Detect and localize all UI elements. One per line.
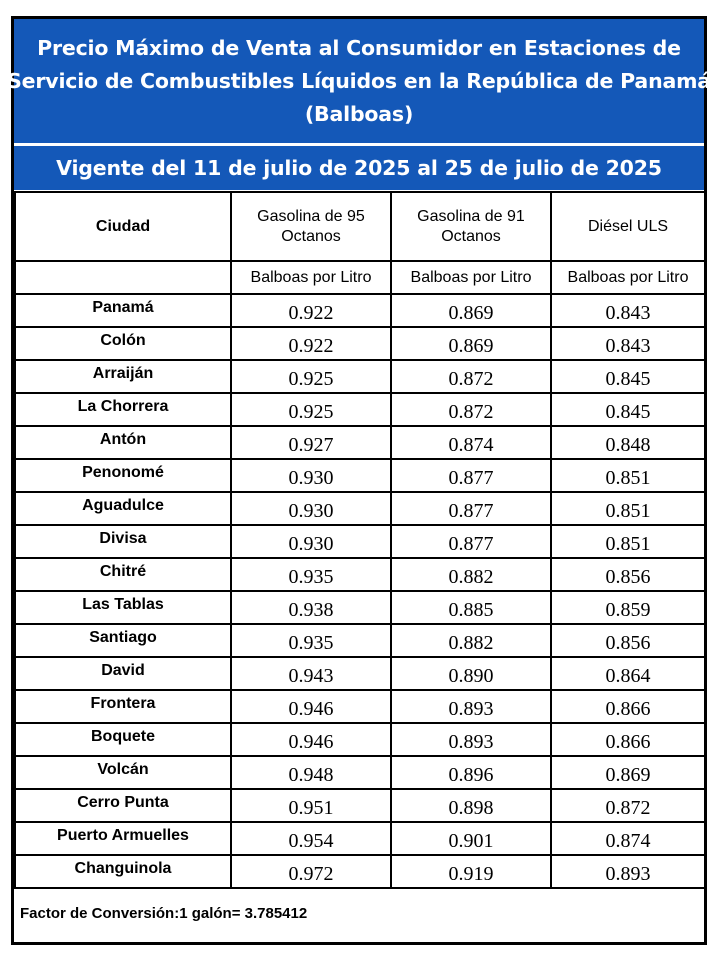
row-city: La Chorrera <box>15 393 231 426</box>
price-gas91: 0.877 <box>391 459 551 492</box>
row-city: Divisa <box>15 525 231 558</box>
column-header-gas95-line2: Octanos <box>281 227 341 245</box>
units-diesel: Balboas por Litro <box>551 261 705 294</box>
row-city: Chitré <box>15 558 231 591</box>
price-sheet <box>7 16 711 945</box>
price-gas95: 0.951 <box>231 789 391 822</box>
price-diesel: 0.859 <box>551 591 705 624</box>
table-row <box>15 393 705 426</box>
price-gas91: 0.898 <box>391 789 551 822</box>
price-diesel: 0.845 <box>551 360 705 393</box>
price-diesel: 0.864 <box>551 657 705 690</box>
column-header-gas91 <box>391 192 551 261</box>
column-header-gas91-line2: Octanos <box>441 227 501 245</box>
row-city: Volcán <box>15 756 231 789</box>
row-city: Colón <box>15 327 231 360</box>
title-line-3: (Balboas) <box>304 101 414 126</box>
table-row <box>15 690 705 723</box>
price-diesel: 0.845 <box>551 393 705 426</box>
price-gas91: 0.890 <box>391 657 551 690</box>
validity-text: Vigente del 11 de julio de 2025 al 25 de julio de 2025 <box>56 156 662 180</box>
units-row <box>15 261 705 294</box>
table-row <box>15 591 705 624</box>
column-header-row <box>15 192 705 261</box>
row-city: Penonomé <box>15 459 231 492</box>
price-gas91: 0.872 <box>391 393 551 426</box>
price-gas91: 0.877 <box>391 525 551 558</box>
row-city: David <box>15 657 231 690</box>
column-header-diesel <box>551 192 705 261</box>
price-gas95: 0.930 <box>231 492 391 525</box>
column-header-gas95 <box>231 192 391 261</box>
row-city: Cerro Punta <box>15 789 231 822</box>
table-row <box>15 723 705 756</box>
price-gas91: 0.872 <box>391 360 551 393</box>
price-gas95: 0.922 <box>231 327 391 360</box>
price-gas95: 0.930 <box>231 459 391 492</box>
units-city-blank <box>15 261 231 294</box>
price-diesel: 0.856 <box>551 558 705 591</box>
table-row <box>15 459 705 492</box>
price-gas95: 0.943 <box>231 657 391 690</box>
price-diesel: 0.851 <box>551 525 705 558</box>
price-gas95: 0.930 <box>231 525 391 558</box>
price-diesel: 0.843 <box>551 327 705 360</box>
price-gas91: 0.885 <box>391 591 551 624</box>
column-header-diesel-label: Diésel ULS <box>587 217 669 235</box>
row-city: Panamá <box>15 294 231 327</box>
price-diesel: 0.851 <box>551 492 705 525</box>
row-city: Frontera <box>15 690 231 723</box>
table-row <box>15 822 705 855</box>
row-city: Changuinola <box>15 855 231 888</box>
price-diesel: 0.843 <box>551 294 705 327</box>
price-gas91: 0.882 <box>391 558 551 591</box>
table-row <box>15 789 705 822</box>
units-gas95: Balboas por Litro <box>231 261 391 294</box>
price-gas91: 0.882 <box>391 624 551 657</box>
table-row <box>15 294 705 327</box>
column-header-city-label: Ciudad <box>95 217 151 235</box>
table-row <box>15 360 705 393</box>
title-block <box>7 19 711 143</box>
price-diesel: 0.856 <box>551 624 705 657</box>
column-header-gas95-line1: Gasolina de 95 <box>257 207 365 225</box>
units-gas91: Balboas por Litro <box>391 261 551 294</box>
title-line-2: Servicio de Combustibles Líquidos en la República de Panamá <box>7 68 711 93</box>
table-row <box>15 756 705 789</box>
price-gas95: 0.935 <box>231 624 391 657</box>
price-gas91: 0.874 <box>391 426 551 459</box>
price-gas91: 0.919 <box>391 855 551 888</box>
price-diesel: 0.872 <box>551 789 705 822</box>
price-table-body <box>15 294 705 888</box>
table-row <box>15 624 705 657</box>
table-row <box>15 426 705 459</box>
table-row <box>15 657 705 690</box>
table-row <box>15 492 705 525</box>
price-gas91: 0.896 <box>391 756 551 789</box>
row-city: Las Tablas <box>15 591 231 624</box>
price-diesel: 0.851 <box>551 459 705 492</box>
price-gas95: 0.925 <box>231 393 391 426</box>
price-gas95: 0.935 <box>231 558 391 591</box>
price-gas95: 0.927 <box>231 426 391 459</box>
price-gas91: 0.901 <box>391 822 551 855</box>
price-gas91: 0.893 <box>391 723 551 756</box>
price-table <box>14 191 706 889</box>
row-city: Puerto Armuelles <box>15 822 231 855</box>
price-gas95: 0.925 <box>231 360 391 393</box>
column-header-gas91-line1: Gasolina de 91 <box>417 207 525 225</box>
table-row <box>15 558 705 591</box>
price-diesel: 0.869 <box>551 756 705 789</box>
column-header-city <box>15 192 231 261</box>
price-gas95: 0.938 <box>231 591 391 624</box>
price-gas91: 0.877 <box>391 492 551 525</box>
price-diesel: 0.874 <box>551 822 705 855</box>
conversion-footer <box>14 884 704 942</box>
price-diesel: 0.866 <box>551 723 705 756</box>
price-diesel: 0.866 <box>551 690 705 723</box>
price-gas95: 0.946 <box>231 723 391 756</box>
conversion-value: 1 galón= 3.785412 <box>179 904 308 922</box>
price-diesel: 0.848 <box>551 426 705 459</box>
row-city: Santiago <box>15 624 231 657</box>
price-gas91: 0.869 <box>391 327 551 360</box>
price-gas95: 0.948 <box>231 756 391 789</box>
price-gas95: 0.922 <box>231 294 391 327</box>
price-gas91: 0.869 <box>391 294 551 327</box>
title-line-1: Precio Máximo de Venta al Consumidor en Estaciones de <box>37 35 681 60</box>
row-city: Antón <box>15 426 231 459</box>
price-diesel: 0.893 <box>551 855 705 888</box>
price-gas95: 0.972 <box>231 855 391 888</box>
row-city: Boquete <box>15 723 231 756</box>
conversion-label: Factor de Conversión: <box>20 904 180 922</box>
price-gas95: 0.946 <box>231 690 391 723</box>
row-city: Aguadulce <box>15 492 231 525</box>
price-gas91: 0.893 <box>391 690 551 723</box>
table-row <box>15 327 705 360</box>
row-city: Arraiján <box>15 360 231 393</box>
price-gas95: 0.954 <box>231 822 391 855</box>
validity-bar <box>14 143 704 190</box>
table-row <box>15 525 705 558</box>
